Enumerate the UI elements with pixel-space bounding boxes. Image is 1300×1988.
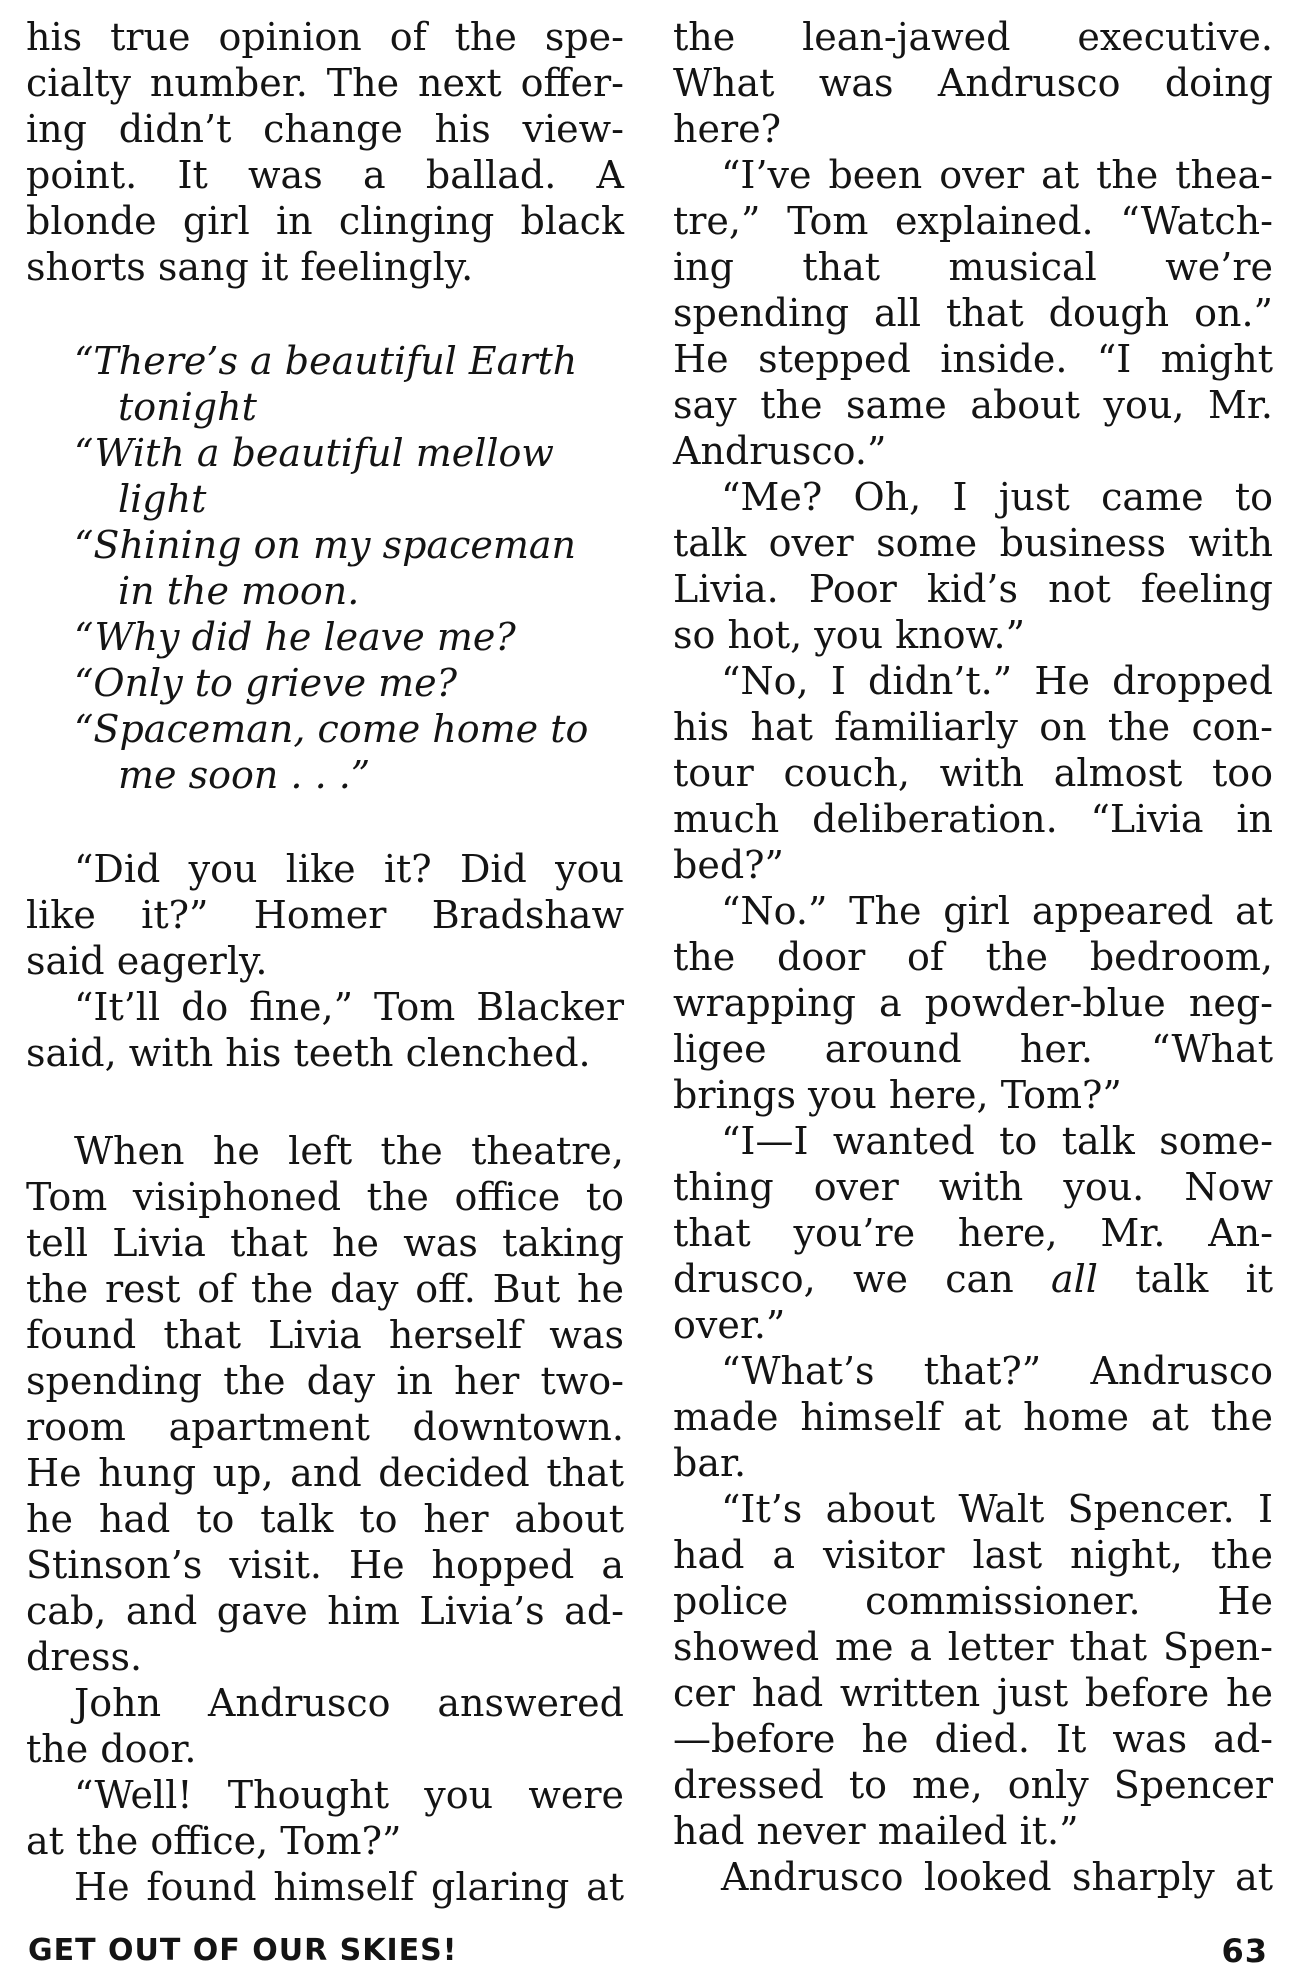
text-line: talk over some business with <box>673 521 1273 565</box>
text-line: the door of the bedroom, <box>673 935 1273 979</box>
verse-line: “With a beautiful mellow <box>74 431 554 475</box>
text-line: “No.” The girl appeared at <box>721 889 1273 933</box>
text-line: “Well! Thought you were <box>74 1773 624 1817</box>
text-line: “It’s about Walt Spencer. I <box>721 1487 1273 1531</box>
text-line: so hot, you know.” <box>673 613 1026 657</box>
page-footer <box>28 1928 1274 1974</box>
text-line: police commissioner. He <box>673 1579 1273 1623</box>
text-line: at the office, Tom?” <box>26 1819 402 1863</box>
text-line: “I—I wanted to talk some- <box>721 1119 1273 1163</box>
text-line: showed me a letter that Spen- <box>673 1625 1273 1669</box>
text-line: room apartment downtown. <box>26 1405 624 1449</box>
paragraph <box>26 1680 624 1772</box>
text-line: made himself at home at the <box>673 1395 1273 1439</box>
spacer <box>26 290 624 338</box>
verse-line: in the moon. <box>118 569 360 613</box>
paragraph <box>26 1772 624 1864</box>
paragraph <box>673 658 1273 888</box>
paragraph <box>673 1486 1273 1854</box>
text-line: that you’re here, Mr. An- <box>673 1211 1273 1255</box>
text-line: “Me? Oh, I just came to <box>721 475 1273 519</box>
text-span: drusco, we can <box>673 1257 1051 1301</box>
paragraph <box>673 1348 1273 1486</box>
text-line: bed?” <box>673 843 784 887</box>
right-column <box>673 14 1273 1900</box>
text-line: like it?” Homer Bradshaw <box>26 893 624 937</box>
text-line: spending all that dough on.” <box>673 291 1273 335</box>
paragraph <box>673 152 1273 474</box>
text-line: What was Andrusco doing <box>673 61 1273 105</box>
verse-line: “Only to grieve me? <box>74 661 458 705</box>
text-line: When he left the theatre, <box>74 1129 624 1173</box>
text-line: He hung up, and decided that <box>26 1451 624 1495</box>
text-line: “Did you like it? Did you <box>74 847 624 891</box>
verse-line: light <box>118 477 207 521</box>
text-line: the rest of the day off. But he <box>26 1267 624 1311</box>
text-line: “No, I didn’t.” He dropped <box>721 659 1273 703</box>
left-column <box>26 14 624 1910</box>
text-span: talk it <box>1097 1257 1273 1301</box>
text-line: He found himself glaring at <box>74 1865 624 1909</box>
text-line: say the same about you, Mr. <box>673 383 1273 427</box>
text-line: “It’ll do fine,” Tom Blacker <box>74 985 624 1029</box>
text-line <box>673 1256 1273 1302</box>
text-line: his hat familiarly on the con- <box>673 705 1273 749</box>
text-line: He stepped inside. “I might <box>673 337 1273 381</box>
text-line: over.” <box>673 1303 786 1347</box>
text-line: blonde girl in clinging black <box>26 199 624 243</box>
spacer <box>26 798 624 846</box>
text-line: his true opinion of the spe- <box>26 15 624 59</box>
text-line: here? <box>673 107 781 151</box>
paragraph <box>26 846 624 984</box>
paragraph <box>673 474 1273 658</box>
paragraph <box>673 888 1273 1118</box>
verse-line: “There’s a beautiful Earth <box>74 339 578 383</box>
text-line: ing didn’t change his view- <box>26 107 624 151</box>
text-line: said eagerly. <box>26 939 268 983</box>
text-line: said, with his teeth clenched. <box>26 1031 591 1075</box>
text-line: had never mailed it.” <box>673 1809 1079 1853</box>
page-number: 63 <box>1221 1932 1268 1970</box>
text-line: “I’ve been over at the thea- <box>721 153 1273 197</box>
verse-line: me soon . . .” <box>118 753 371 797</box>
text-line: found that Livia herself was <box>26 1313 624 1357</box>
running-title: GET OUT OF OUR SKIES! <box>28 1933 458 1968</box>
text-line: ligee around her. “What <box>673 1027 1273 1071</box>
text-line: John Andrusco answered <box>74 1681 624 1725</box>
text-line: tre,” Tom explained. “Watch- <box>673 199 1273 243</box>
text-line: —before he died. It was ad- <box>673 1717 1273 1761</box>
text-line: cab, and gave him Livia’s ad- <box>26 1589 624 1633</box>
paragraph <box>26 1128 624 1680</box>
paragraph <box>26 14 624 290</box>
text-line: much deliberation. “Livia in <box>673 797 1273 841</box>
text-line: dress. <box>26 1635 143 1679</box>
spacer <box>26 1076 624 1128</box>
text-line: had a visitor last night, the <box>673 1533 1273 1577</box>
text-line: spending the day in her two- <box>26 1359 624 1403</box>
text-line: point. It was a ballad. A <box>26 153 624 197</box>
text-line: cialty number. The next offer- <box>26 61 624 105</box>
paragraph <box>673 1854 1273 1900</box>
paragraph <box>26 1864 624 1910</box>
paragraph <box>673 14 1273 152</box>
text-line: “What’s that?” Andrusco <box>721 1349 1273 1393</box>
text-line: the lean-jawed executive. <box>673 15 1273 59</box>
song-verse <box>26 338 624 798</box>
paragraph <box>26 984 624 1076</box>
text-line: brings you here, Tom?” <box>673 1073 1122 1117</box>
text-line: shorts sang it feelingly. <box>26 245 474 289</box>
text-line: cer had written just before he <box>673 1671 1273 1715</box>
text-line: he had to talk to her about <box>26 1497 624 1541</box>
paragraph <box>673 1118 1273 1348</box>
text-line: the door. <box>26 1727 197 1771</box>
text-line: ing that musical we’re <box>673 245 1273 289</box>
text-line: Andrusco looked sharply at <box>721 1855 1273 1899</box>
verse-line: “Shining on my spaceman <box>74 523 577 567</box>
text-line: tour couch, with almost too <box>673 751 1273 795</box>
text-line: tell Livia that he was taking <box>26 1221 624 1265</box>
text-line: Livia. Poor kid’s not feeling <box>673 567 1273 611</box>
text-line: Stinson’s visit. He hopped a <box>26 1543 624 1587</box>
verse-line: “Why did he leave me? <box>74 615 516 659</box>
text-line: wrapping a powder-blue neg- <box>673 981 1273 1025</box>
text-line: bar. <box>673 1441 747 1485</box>
emphasis-word: all <box>1050 1257 1098 1301</box>
text-line: dressed to me, only Spencer <box>673 1763 1273 1807</box>
text-line: Tom visiphoned the office to <box>26 1175 624 1219</box>
verse-line: tonight <box>118 385 257 429</box>
text-line: thing over with you. Now <box>673 1165 1273 1209</box>
verse-line: “Spaceman, come home to <box>74 707 589 751</box>
text-line: Andrusco.” <box>673 429 887 473</box>
